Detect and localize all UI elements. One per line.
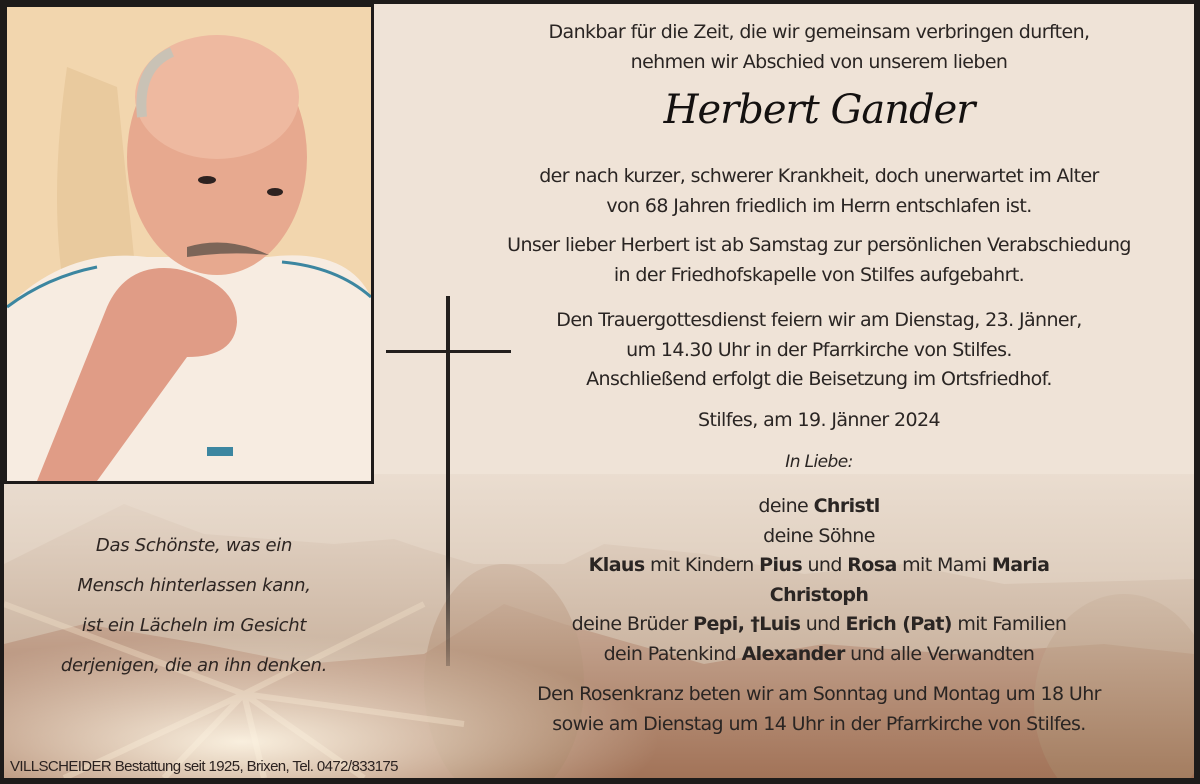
mourner-line-4: Christoph xyxy=(769,583,869,606)
passing-line-2: von 68 Jahren friedlich im Herrn entschlafen ist. xyxy=(606,194,1032,217)
mourner-line-1: deine Christl xyxy=(758,495,880,517)
rosary-text xyxy=(444,680,1194,739)
quote-line-3: ist ein Lächeln im Gesicht xyxy=(81,615,307,636)
intro-line-2: nehmen wir Abschied von unserem lieben xyxy=(630,50,1008,73)
intro-text xyxy=(444,18,1194,77)
deceased-name: Herbert Gander xyxy=(663,87,975,133)
mourners-list xyxy=(444,492,1194,669)
quote-line-2: Mensch hinterlassen kann, xyxy=(77,575,311,596)
deceased-name-block xyxy=(444,87,1194,133)
passing-text xyxy=(444,162,1194,221)
place-date xyxy=(444,406,1194,436)
intro-line-1: Dankbar für die Zeit, die wir gemeinsam verbringen durften, xyxy=(548,21,1090,43)
obituary-card xyxy=(4,4,1194,778)
funeral-home-credit: VILLSCHEIDER Bestattung seit 1925, Brixen, Tel. 0472/833175 xyxy=(10,758,398,775)
service-text xyxy=(444,306,1194,395)
service-line-2: um 14.30 Uhr in der Pfarrkirche von Stilfes. xyxy=(626,338,1012,361)
mourner-line-5: deine Brüder Pepi, †Luis und Erich (Pat) mit Familien xyxy=(571,613,1067,635)
place-date-text: Stilfes, am 19. Jänner 2024 xyxy=(698,409,940,431)
rosary-line-1: Den Rosenkranz beten wir am Sonntag und Montag um 18 Uhr xyxy=(537,683,1101,705)
portrait-photo xyxy=(4,4,374,484)
passing-line-1: der nach kurzer, schwerer Krankheit, doch unerwartet im Alter xyxy=(539,165,1099,187)
mourner-line-2: deine Söhne xyxy=(763,524,875,547)
service-line-1: Den Trauergottesdienst feiern wir am Dienstag, 23. Jänner, xyxy=(556,309,1082,331)
mourner-line-6: dein Patenkind Alexander und alle Verwandten xyxy=(603,642,1035,665)
in-love-heading xyxy=(444,448,1194,478)
mourner-line-3: Klaus mit Kindern Pius und Rosa mit Mami Maria xyxy=(588,554,1050,576)
service-line-3: Anschließend erfolgt die Beisetzung im Ortsfriedhof. xyxy=(586,368,1052,390)
viewing-text xyxy=(444,231,1194,290)
memorial-quote xyxy=(44,526,344,686)
portrait-illustration xyxy=(7,7,371,481)
viewing-line-2: in der Friedhofskapelle von Stilfes aufgebahrt. xyxy=(613,263,1025,286)
quote-line-4: derjenigen, die an ihn denken. xyxy=(60,655,328,676)
rosary-line-2: sowie am Dienstag um 14 Uhr in der Pfarrkirche von Stilfes. xyxy=(552,712,1086,735)
in-love-text: In Liebe: xyxy=(785,452,853,472)
quote-line-1: Das Schönste, was ein xyxy=(95,535,293,556)
viewing-line-1: Unser lieber Herbert ist ab Samstag zur persönlichen Verabschiedung xyxy=(507,234,1131,256)
